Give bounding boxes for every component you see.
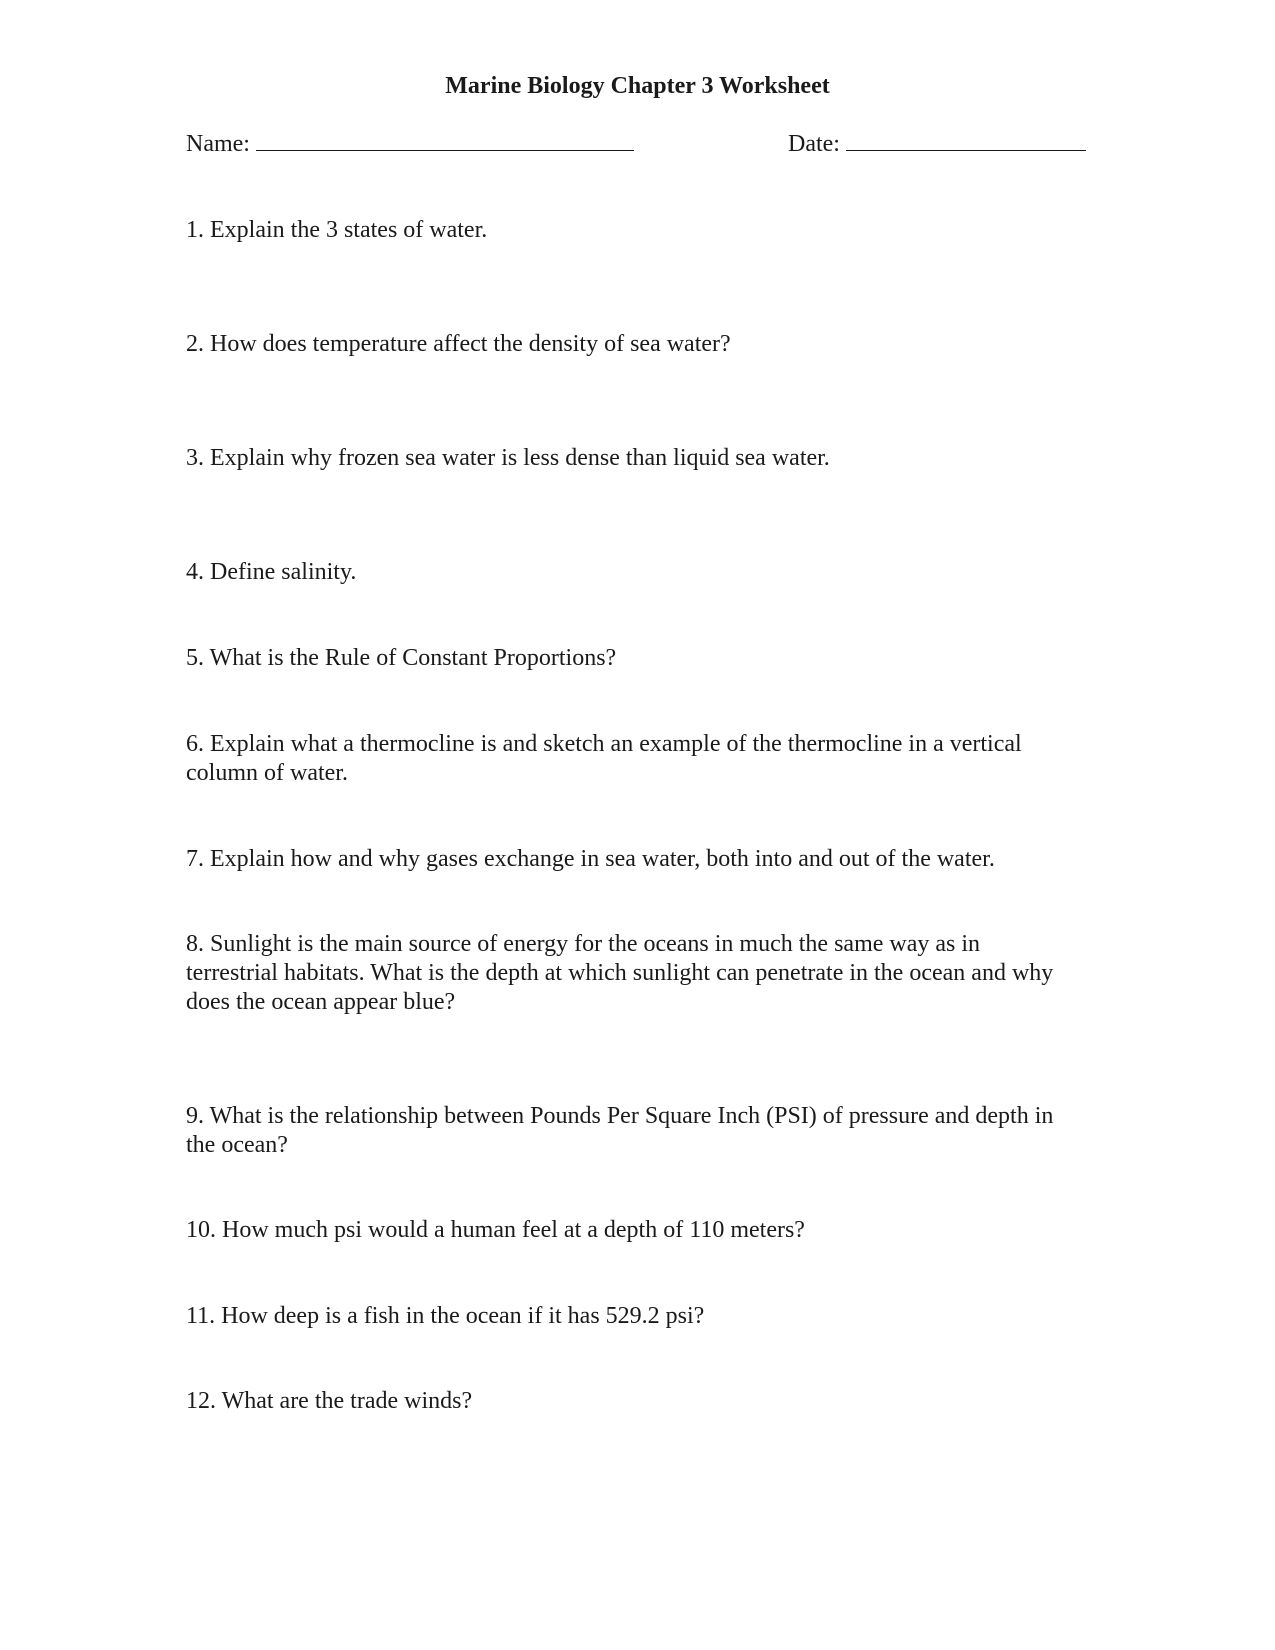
date-blank-line (846, 128, 1086, 151)
question-7: 7. Explain how and why gases exchange in sea water, both into and out of the water. (186, 846, 995, 872)
name-field (186, 128, 634, 160)
question-10: 10. How much psi would a human feel at a depth of 110 meters? (186, 1217, 805, 1243)
question-3: 3. Explain why frozen sea water is less dense than liquid sea water. (186, 445, 830, 471)
question-5: 5. What is the Rule of Constant Proportions? (186, 645, 617, 671)
name-blank-line (256, 128, 634, 151)
question-9: 9. What is the relationship between Pounds Per Square Inch (PSI) of pressure and depth in the ocean? (186, 1103, 1054, 1158)
worksheet-title: Marine Biology Chapter 3 Worksheet (445, 73, 830, 99)
question-12: 12. What are the trade winds? (186, 1388, 473, 1414)
question-8: 8. Sunlight is the main source of energy for the oceans in much the same way as in terrestrial habitats. What is the depth at which sunlight can penetrate in the ocean and why does the ocean appear blue? (186, 931, 1054, 1015)
question-6: 6. Explain what a thermocline is and sketch an example of the thermocline in a vertical column of water. (186, 731, 1022, 786)
name-label: Name: (186, 131, 250, 157)
question-2: 2. How does temperature affect the density of sea water? (186, 331, 731, 357)
date-field (788, 128, 1086, 160)
question-1: 1. Explain the 3 states of water. (186, 217, 488, 243)
question-4: 4. Define salinity. (186, 559, 357, 585)
question-11: 11. How deep is a fish in the ocean if it has 529.2 psi? (186, 1303, 705, 1329)
date-label: Date: (788, 131, 840, 157)
